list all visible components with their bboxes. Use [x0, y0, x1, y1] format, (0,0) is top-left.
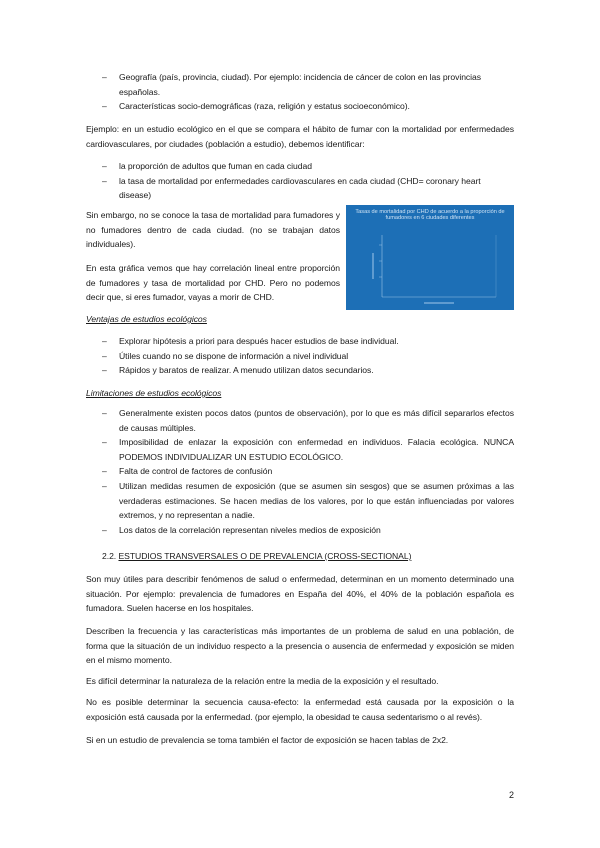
list-item: – la tasa de mortalidad por enfermedades cardiovasculares en cada ciudad (CHD= coronary heart disease)	[86, 174, 514, 203]
list-item: – Los datos de la correlación representan niveles medios de exposición	[86, 523, 514, 538]
paragraph: Son muy útiles para describir fenómenos de salud o enfermedad, determinan en un momento determinado una situación. Por ejemplo: prevalencia de fumadores en España del 40%, el 40% de la población española es fumadora. Suelen hacerse en los hospitales.	[86, 574, 514, 614]
chart-axes	[346, 205, 514, 310]
heading-ventajas: Ventajas de estudios ecológicos	[86, 314, 207, 324]
chart-title: Tasas de mortalidad por CHD de acuerdo a la proporción de fumadores en 6 ciudades diferentes	[355, 209, 505, 222]
paragraph-grafica: En esta gráfica vemos que hay correlación lineal entre proporción de fumadores y tasa de mortalidad por CHD. Pero no podemos decir que, si eres fumador, vayas a morir de CHD.	[86, 263, 340, 303]
section-title: ESTUDIOS TRANSVERSALES O DE PREVALENCIA (CROSS-SECTIONAL)	[118, 551, 412, 561]
list-item: – Geografía (país, provincia, ciudad). Por ejemplo: incidencia de cáncer de colon en las provincias españolas.	[86, 70, 514, 99]
list-item: – Falta de control de factores de confusión	[86, 464, 514, 479]
paragraph: Describen la frecuencia y las características más importantes de un problema de salud en una población, de forma que la situación de un individuo respecto a la presencia o ausencia de enfermedad y exposición se miden en el mismo momento.	[86, 626, 514, 666]
paragraph-ejemplo: Ejemplo: en un estudio ecológico en el que se compara el hábito de fumar con la mortalidad por enfermedades cardiovasculares, por ciudades (población a estudio), debemos identificar:	[86, 124, 514, 149]
list-item: – Útiles cuando no se dispone de información a nivel individual	[86, 349, 514, 364]
list-item: – Rápidos y baratos de realizar. A menudo utilizan datos secundarios.	[86, 363, 514, 378]
list-item: – Explorar hipótesis a priori para después hacer estudios de base individual.	[86, 334, 514, 349]
section-heading	[102, 549, 522, 564]
paragraph-sin-embargo: Sin embargo, no se conoce la tasa de mortalidad para fumadores y no fumadores dentro de cada ciudad. (no se trabajan datos individuales).	[86, 210, 340, 250]
list-item: – la proporción de adultos que fuman en cada ciudad	[86, 159, 514, 174]
section-number: 2.2.	[102, 551, 117, 561]
ventajas-list	[86, 334, 514, 378]
page-number: 2	[508, 790, 514, 800]
geography-list	[86, 70, 514, 114]
list-item: – Generalmente existen pocos datos (puntos de observación), por lo que es más difícil separarlos efectos de causas múltiples.	[86, 406, 514, 435]
x-axis-label-mark	[424, 302, 454, 304]
list-item: – Características socio-demográficas (raza, religión y estatus socioeconómico).	[86, 99, 514, 114]
paragraph: Si en un estudio de prevalencia se toma también el factor de exposición se hacen tablas de 2x2.	[86, 735, 449, 745]
paragraph: No es posible determinar la secuencia causa-efecto: la enfermedad está causada por la exposición o la exposición está causada por la enfermedad. (por ejemplo, la obesidad te causa sedentarismo o al revés).	[86, 697, 514, 722]
list-item: – Utilizan medidas resumen de exposición (que se asumen sin sesgos) que se asumen próximas a las verdaderas estimaciones. Se hacen medias de los valores, por lo que están influenciadas por valores extremos, y no representan a nadie.	[86, 479, 514, 523]
heading-limitaciones: Limitaciones de estudios ecológicos	[86, 388, 222, 398]
mortality-chart-image	[346, 205, 514, 310]
paragraph: Es difícil determinar la naturaleza de la relación entre la media de la exposición y el resultado.	[86, 676, 439, 686]
limitaciones-list	[86, 406, 514, 537]
identify-list	[86, 159, 514, 203]
y-axis-label-mark	[372, 253, 374, 279]
list-item: – Imposibilidad de enlazar la exposición con enfermedad en individuos. Falacia ecológica. NUNCA PODEMOS INDIVIDUALIZAR UN ESTUDIO ECOLÓGICO.	[86, 435, 514, 464]
